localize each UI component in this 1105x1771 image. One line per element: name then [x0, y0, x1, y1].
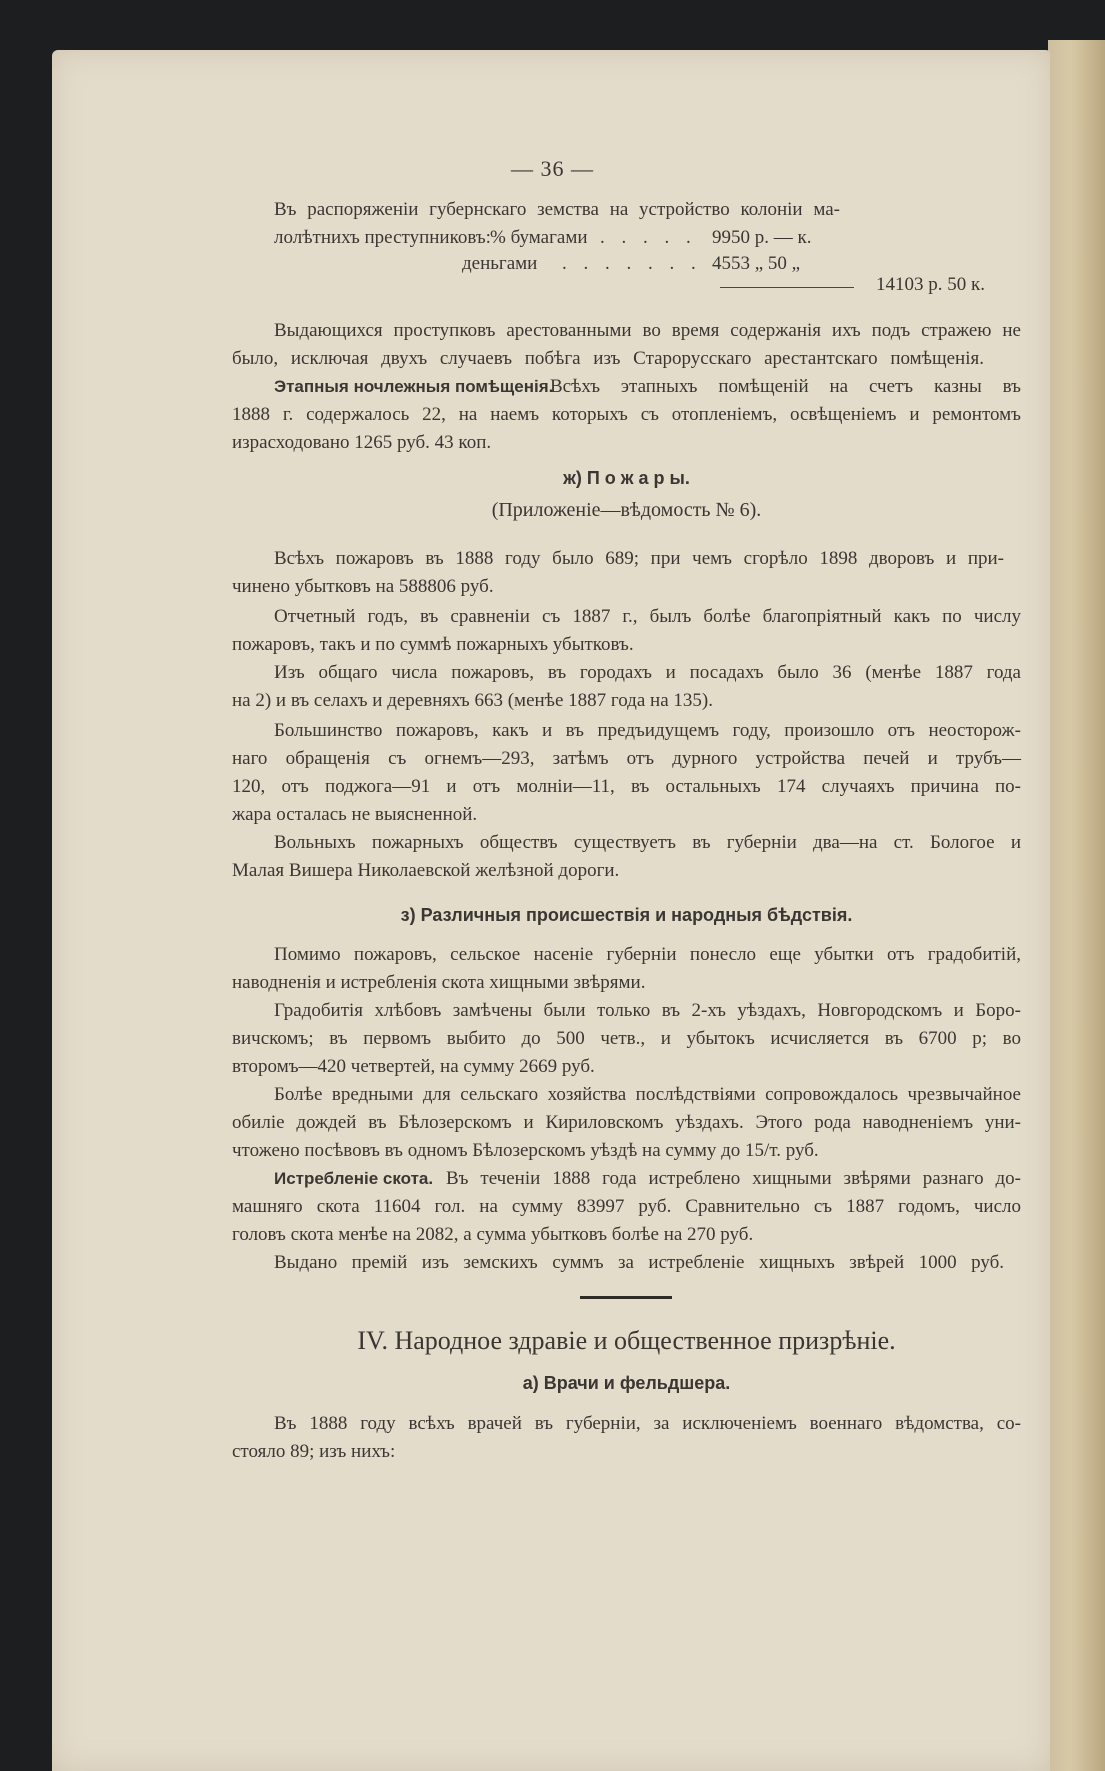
section-zh-title: ж) П о ж а р ы. — [563, 468, 690, 488]
p1-line-1: Выдающихся проступковъ арестованными во время содержанія ихъ подъ стражею не — [274, 320, 1021, 341]
disasters-a-line-1: Помимо пожаровъ, сельское насеніе губерніи понесло еще убытки отъ градобитій, — [274, 944, 1021, 965]
colony-line-2c: . . . . . — [600, 227, 697, 248]
colony-line-2d: 9950 р. — к. — [712, 227, 812, 248]
page-number: — 36 — — [511, 156, 594, 181]
disasters-d-line-1: Въ теченіи 1888 года истреблено хищными звѣрями разнаго до- — [446, 1168, 1021, 1189]
fires-e-line-1: Вольныхъ пожарныхъ обществъ существуетъ въ губерніи два—на ст. Бологое и — [274, 832, 1021, 853]
section-iv-title: IV. Народное здравіе и общественное призрѣніе. — [357, 1326, 896, 1355]
colony-line-3b: . . . . . . . — [562, 253, 702, 274]
disasters-d-line-2: машняго скота 11604 гол. на сумму 83997 руб. Сравнительно съ 1887 годомъ, число — [232, 1196, 1021, 1217]
p2-line-3: израсходовано 1265 руб. 43 коп. — [232, 432, 492, 453]
fires-e-line-2: Малая Вишера Николаевской желѣзной дороги. — [232, 860, 620, 881]
disasters-b-line-1: Градобитія хлѣбовъ замѣчены были только въ 2-хъ уѣздахъ, Новгородскомъ и Боро- — [274, 1000, 1021, 1021]
p2-line-1: Всѣхъ этапныхъ помѣщеній на счетъ казны въ — [550, 376, 1021, 397]
disasters-b-line-2: вичскомъ; въ первомъ выбито до 500 четв., и убытокъ исчисляется въ 6700 р; во — [232, 1028, 1021, 1049]
p1-line-2: было, исключая двухъ случаевъ побѣга изъ Старорусскаго арестантскаго помѣщенія. — [232, 348, 984, 369]
fires-d-line-4: жара осталась не выясненной. — [232, 804, 478, 825]
fires-a-line-1: Всѣхъ пожаровъ въ 1888 году было 689; при чемъ сгорѣло 1898 дворовъ и при- — [274, 548, 1004, 569]
sum-rule — [720, 287, 854, 288]
fires-a-line-2: чинено убытковъ на 588806 руб. — [232, 576, 494, 597]
colony-line-3c: 4553 „ 50 „ — [712, 253, 801, 274]
p2-line-2: 1888 г. содержалось 22, на наемъ которыхъ съ отопленіемъ, освѣщеніемъ и ремонтомъ — [232, 404, 1021, 425]
section-iv-subtitle: а) Врачи и фельдшера. — [522, 1373, 731, 1393]
disasters-c-line-1: Болѣе вредными для сельскаго хозяйства послѣдствіями сопровождалось чрезвычайное — [274, 1084, 1021, 1105]
section-zh-subtitle: (Приложеніе—вѣдомость № 6). — [491, 499, 762, 521]
fires-d-line-2: наго обращенія съ огнемъ—293, затѣмъ отъ дурного устройства печей и трубъ— — [232, 748, 1021, 769]
page-edge — [1048, 40, 1105, 1771]
colony-line-3a: деньгами — [462, 253, 538, 274]
section-z-title: з) Различныя происшествія и народныя бѣдствія. — [400, 905, 853, 925]
disasters-a-line-2: наводненія и истребленія скота хищными звѣрями. — [232, 972, 646, 993]
p2-heading: Этапныя ночлежныя помѣщенія. — [274, 377, 554, 396]
disasters-e-line-1: Выдано премій изъ земскихъ суммъ за истребленіе хищныхъ звѣрей 1000 руб. — [274, 1252, 1004, 1273]
disasters-d-heading: Истребленіе скота. — [274, 1169, 434, 1188]
fires-d-line-1: Большинство пожаровъ, какъ и въ предъидущемъ году, произошло отъ неосторож- — [274, 720, 1021, 741]
fires-d-line-3: 120, отъ поджога—91 и отъ молніи—11, въ остальныхъ 174 случаяхъ причина по- — [232, 776, 1021, 797]
colony-line-2a: лолѣтнихъ преступниковъ: — [274, 227, 491, 248]
fires-c-line-1: Изъ общаго числа пожаровъ, въ городахъ и посадахъ было 36 (менѣе 1887 года — [274, 662, 1021, 683]
disasters-b-line-3: второмъ—420 четвертей, на сумму 2669 руб. — [232, 1056, 595, 1077]
colony-line-2b: % бумагами — [490, 227, 588, 248]
fires-b-line-2: пожаровъ, такъ и по суммѣ пожарныхъ убытковъ. — [232, 634, 634, 655]
disasters-d-line-3: головъ скота менѣе на 2082, а сумма убытковъ болѣе на 270 руб. — [232, 1224, 754, 1245]
disasters-c-line-3: чтожено посѣвовъ въ одномъ Бѣлозерскомъ уѣздѣ на сумму до 15/т. руб. — [232, 1140, 819, 1161]
fires-c-line-2: на 2) и въ селахъ и деревняхъ 663 (менѣе 1887 года на 135). — [232, 690, 713, 711]
fires-b-line-1: Отчетный годъ, въ сравненіи съ 1887 г., былъ болѣе благопріятный какъ по числу — [274, 606, 1021, 627]
section-iv-line-1: Въ 1888 году всѣхъ врачей въ губерніи, за исключеніемъ военнаго вѣдомства, со- — [274, 1413, 1021, 1434]
colony-total: 14103 р. 50 к. — [876, 274, 985, 295]
disasters-c-line-2: обиліе дождей въ Бѣлозерскомъ и Кириловскомъ уѣздахъ. Этого рода наводненіемъ уни- — [232, 1112, 1021, 1133]
section-iv-line-2: стояло 89; изъ нихъ: — [232, 1441, 396, 1462]
colony-line-1: Въ распоряженіи губернскаго земства на устройство колоніи ма- — [274, 199, 840, 220]
section-divider — [580, 1296, 672, 1299]
